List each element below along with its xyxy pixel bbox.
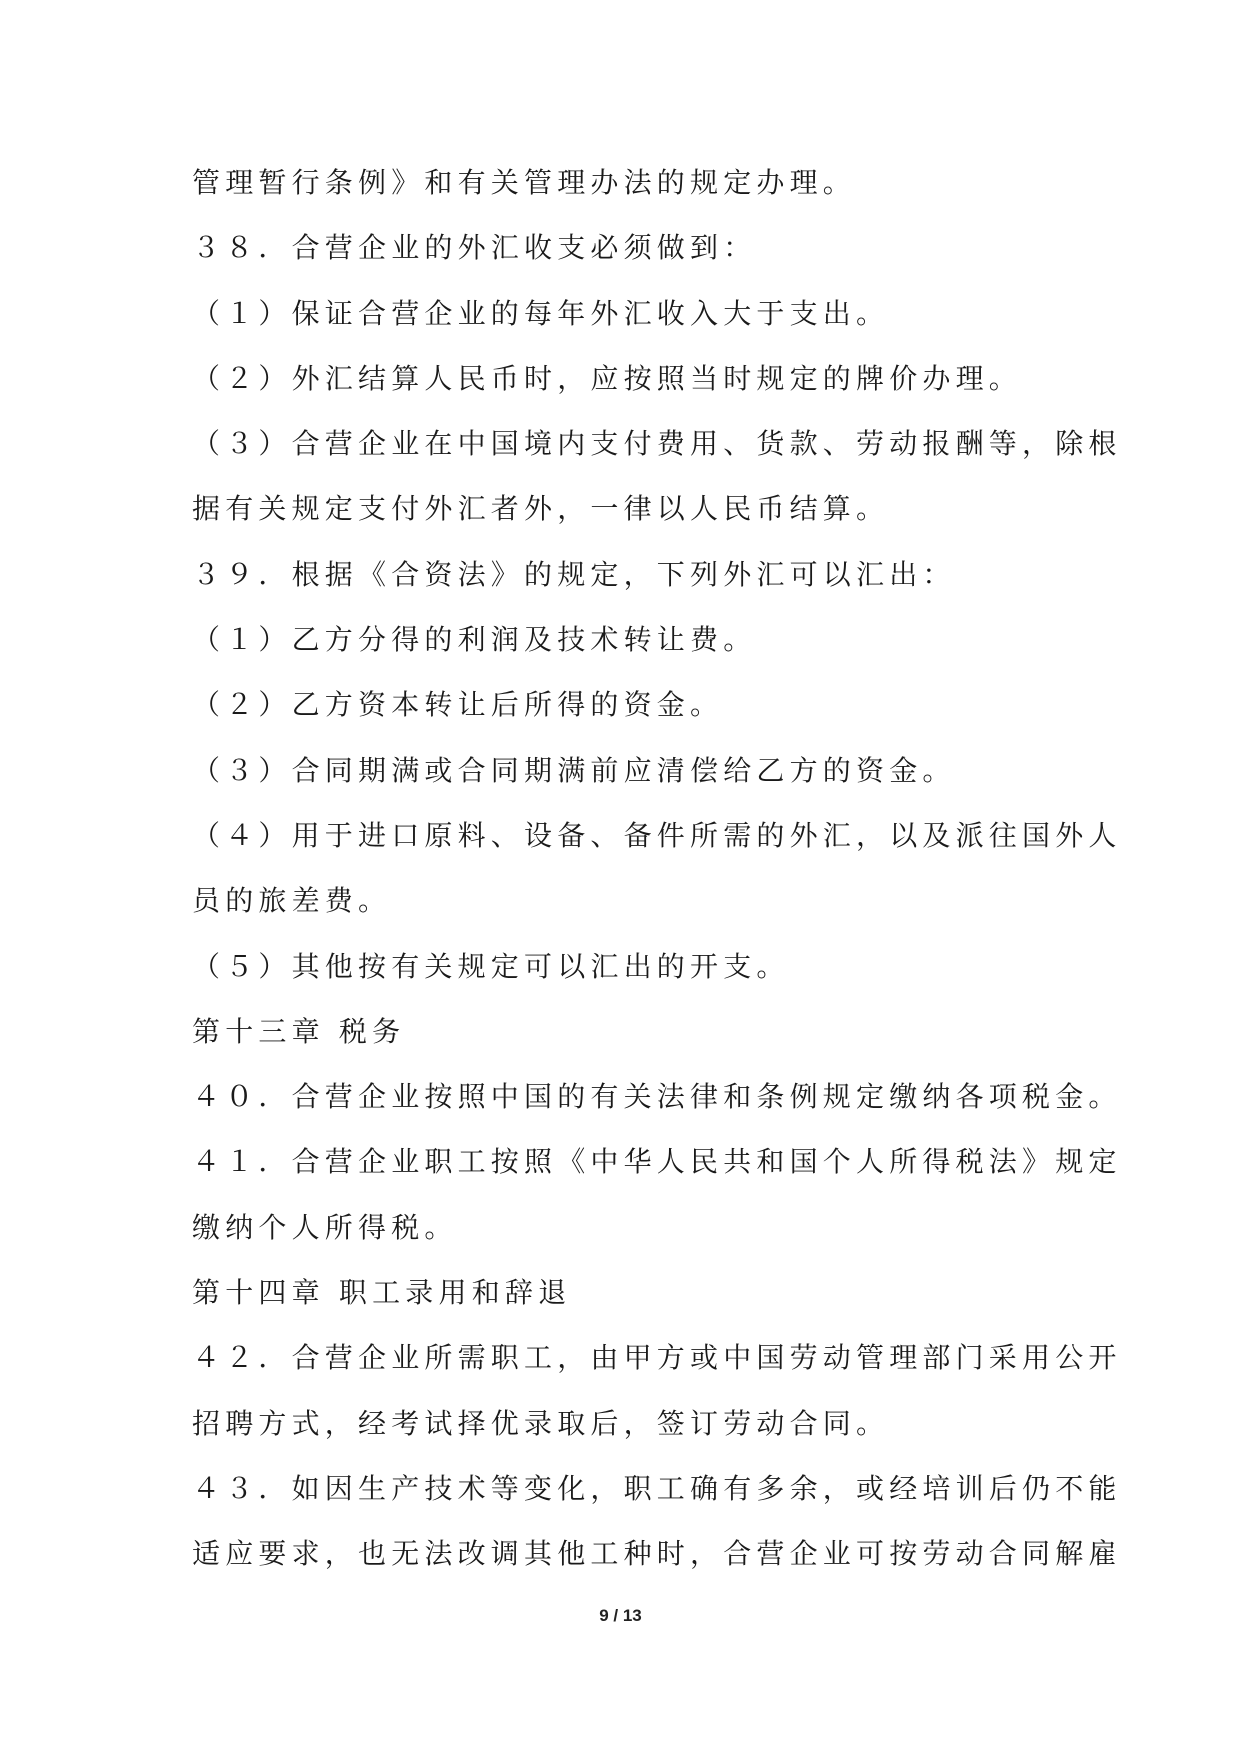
page-number: 9 / 13 — [599, 1606, 642, 1625]
chapter-heading: 第十四章 职工录用和辞退 — [192, 1276, 572, 1310]
text-line: 员的旅差费。 — [192, 884, 392, 918]
article-heading: ４０．合营企业按照中国的有关法律和条例规定缴纳各项税金。 — [192, 1080, 1122, 1114]
list-item: （１）乙方分得的利润及技术转让费。 — [192, 623, 757, 657]
list-item: （５）其他按有关规定可以汇出的开支。 — [192, 949, 790, 983]
list-item: （２）乙方资本转让后所得的资金。 — [192, 688, 724, 722]
text-line: 据有关规定支付外汇者外，一律以人民币结算。 — [192, 492, 890, 526]
article-heading: ４１．合营企业职工按照《中华人民共和国个人所得税法》规定 — [192, 1145, 1122, 1179]
list-item: （２）外汇结算人民币时，应按照当时规定的牌价办理。 — [192, 361, 1023, 395]
text-line: 招聘方式，经考试择优录取后，签订劳动合同。 — [192, 1406, 890, 1440]
chapter-heading: 第十三章 税务 — [192, 1014, 406, 1048]
article-heading: ４２．合营企业所需职工，由甲方或中国劳动管理部门采用公开 — [192, 1341, 1122, 1375]
list-item: （３）合同期满或合同期满前应清偿给乙方的资金。 — [192, 753, 956, 787]
text-line: 管理暂行条例》和有关管理办法的规定办理。 — [192, 166, 857, 199]
list-item: （３）合营企业在中国境内支付费用、货款、劳动报酬等，除根 — [192, 427, 1122, 461]
text-line: 适应要求，也无法改调其他工种时，合营企业可按劳动合同解雇 — [192, 1537, 1122, 1571]
document-body — [192, 150, 1122, 1587]
text-line: 缴纳个人所得税。 — [192, 1210, 458, 1244]
list-item: （１）保证合营企业的每年外汇收入大于支出。 — [192, 296, 890, 330]
article-heading: ３９．根据《合资法》的规定，下列外汇可以汇出： — [192, 557, 956, 591]
article-heading: ４３．如因生产技术等变化，职工确有多余，或经培训后仍不能 — [192, 1471, 1122, 1505]
list-item: （４）用于进口原料、设备、备件所需的外汇，以及派往国外人 — [192, 818, 1122, 852]
article-heading: ３８．合营企业的外汇收支必须做到： — [192, 231, 757, 265]
